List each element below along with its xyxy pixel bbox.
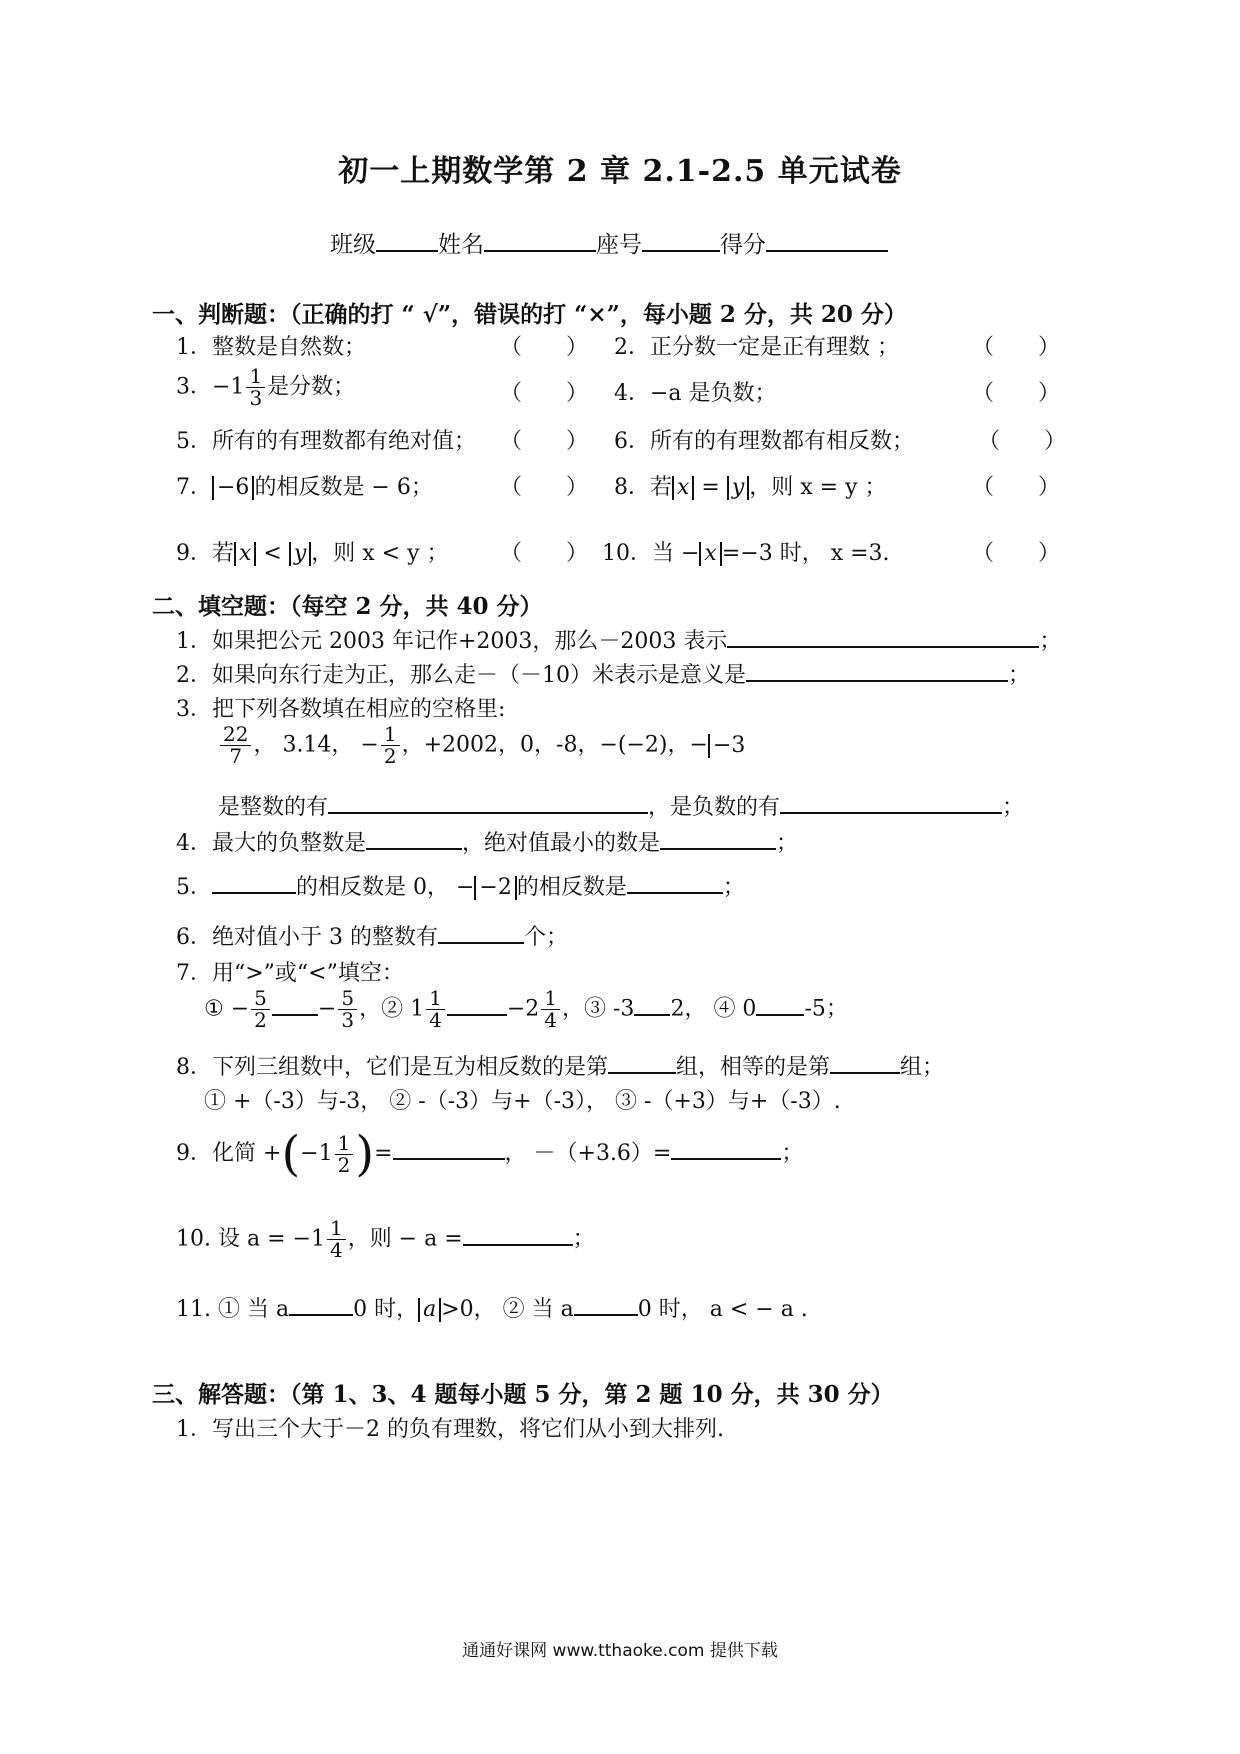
section1-header: 一、判断题：（正确的打 “ √”，错误的打 “×”，每小题 2 分，共 20 分） bbox=[152, 301, 907, 328]
s2-q1-blank[interactable] bbox=[727, 624, 1039, 648]
s2-q11: 11. ① 当 a 0 时， a >0， ② 当 a 0 时， a < − a . bbox=[176, 1292, 808, 1323]
absolute-value: x bbox=[672, 476, 694, 500]
s1-q5-answer[interactable]: （ ） bbox=[500, 429, 589, 454]
s2-q7-blank-2[interactable] bbox=[447, 992, 507, 1016]
seat-blank[interactable] bbox=[642, 228, 720, 252]
s2-q9-blank-1[interactable] bbox=[393, 1136, 505, 1160]
fraction: $\frac{5}{3}$ bbox=[338, 988, 357, 1031]
s2-q9: 9．化简 +(−1 $\frac{1}{2}$ )= ， －（+3.6）= ； bbox=[176, 1126, 804, 1182]
s1-q8-answer[interactable]: （ ） bbox=[972, 475, 1061, 500]
absolute-value: −2 bbox=[474, 876, 516, 900]
s2-q3-integers-blank[interactable] bbox=[328, 790, 648, 814]
name-label: 姓名 bbox=[438, 232, 484, 258]
s2-q7-blank-3[interactable] bbox=[634, 992, 670, 1016]
s3-q1: 1．写出三个大于－2 的负有理数，将它们从小到大排列. bbox=[176, 1417, 724, 1442]
s2-q2-blank[interactable] bbox=[746, 658, 1008, 682]
s2-q4-blank-2[interactable] bbox=[660, 826, 776, 850]
s1-q10: 10．当 − x =−3 时， x =3. bbox=[602, 541, 890, 566]
s1-q6-answer[interactable]: （ ） bbox=[978, 429, 1067, 454]
fraction: $\frac{22}{7}$ bbox=[220, 724, 251, 767]
s1-q10-answer[interactable]: （ ） bbox=[972, 541, 1061, 566]
absolute-value: x bbox=[699, 542, 721, 566]
s1-q2-answer[interactable]: （ ） bbox=[972, 335, 1061, 360]
page-title: 初一上期数学第 2 章 2.1-2.5 单元试卷 bbox=[338, 154, 902, 189]
s2-q7-items: ① − $\frac{5}{2}$ − $\frac{5}{3}$ ，② 1 $\frac{1}{4}$ −2 $\frac{1}{4}$ ，③ -3 2， ④ 0 -5； bbox=[204, 986, 848, 1032]
s2-q6-blank[interactable] bbox=[438, 920, 524, 944]
fraction: $\frac{1}{4}$ bbox=[327, 1218, 346, 1261]
score-label: 得分 bbox=[720, 232, 766, 258]
score-blank[interactable] bbox=[766, 228, 888, 252]
s2-q5-blank-2[interactable] bbox=[627, 870, 723, 894]
fraction: $\frac{1}{4}$ bbox=[426, 988, 445, 1031]
s1-q7: 7． −6 的相反数是 − 6； bbox=[176, 475, 433, 500]
absolute-value: x bbox=[234, 542, 256, 566]
class-label: 班级 bbox=[330, 232, 376, 258]
s2-q7-blank-4[interactable] bbox=[756, 992, 804, 1016]
s1-q2: 2．正分数一定是正有理数 ； bbox=[614, 335, 899, 360]
absolute-value: y bbox=[289, 542, 311, 566]
s2-q3: 3．把下列各数填在相应的空格里: bbox=[176, 697, 506, 722]
s2-q5: 5． 的相反数是 0， − −2 的相反数是 ； bbox=[176, 870, 745, 901]
s1-q1: 1．整数是自然数； bbox=[176, 335, 366, 360]
s1-q8: 8．若 x = y ，则 x = y ； bbox=[614, 475, 887, 500]
s1-q5: 5．所有的有理数都有绝对值； bbox=[176, 429, 476, 454]
absolute-value: −6 bbox=[212, 476, 254, 500]
fraction: $\frac{1}{2}$ bbox=[381, 724, 400, 767]
footer-credit: 通通好课网 www.tthaoke.com 提供下载 bbox=[462, 1641, 778, 1661]
s1-q3: 3．−1 $\frac{1}{3}$ 是分数； bbox=[176, 364, 356, 410]
s2-q11-blank-1[interactable] bbox=[289, 1292, 353, 1316]
section2-header: 二、填空题：（每空 2 分，共 40 分） bbox=[152, 593, 543, 620]
s2-q7: 7．用“>”或“<”填空： bbox=[176, 961, 404, 986]
s1-q4-answer[interactable]: （ ） bbox=[972, 381, 1061, 406]
s2-q8-blank-1[interactable] bbox=[608, 1050, 676, 1074]
fraction: $\frac{5}{2}$ bbox=[251, 988, 270, 1031]
s2-q8: 8．下列三组数中，它们是互为相反数的是第 组，相等的是第 组； bbox=[176, 1050, 944, 1081]
absolute-value: −3 bbox=[708, 734, 748, 758]
section3-header: 三、解答题：（第 1、3、4 题每小题 5 分，第 2 题 10 分，共 30 分） bbox=[152, 1381, 894, 1408]
s1-q9: 9．若 x < y ，则 x < y ； bbox=[176, 541, 449, 566]
s2-q5-blank-1[interactable] bbox=[212, 870, 296, 894]
s1-q7-answer[interactable]: （ ） bbox=[500, 475, 589, 500]
fraction: $\frac{1}{2}$ bbox=[335, 1133, 354, 1176]
absolute-value: y bbox=[727, 476, 749, 500]
s2-q6: 6．绝对值小于 3 的整数有 个； bbox=[176, 920, 568, 951]
s2-q8-options: ① +（-3）与-3， ② -（-3）与+（-3）， ③ -（+3）与+（-3）. bbox=[204, 1089, 841, 1114]
s2-q9-blank-2[interactable] bbox=[671, 1136, 781, 1160]
fraction: $\frac{1}{3}$ bbox=[246, 366, 265, 409]
s1-q9-answer[interactable]: （ ） bbox=[500, 541, 589, 566]
s2-q10-blank[interactable] bbox=[463, 1222, 573, 1246]
s2-q11-blank-2[interactable] bbox=[574, 1292, 638, 1316]
s1-q3-answer[interactable]: （ ） bbox=[500, 381, 589, 406]
s1-q6: 6．所有的有理数都有相反数； bbox=[614, 429, 914, 454]
s2-q3-answers: 是整数的有 ，是负数的有 ； bbox=[218, 790, 1024, 821]
s1-q1-answer[interactable]: （ ） bbox=[500, 335, 589, 360]
s2-q3-numbers: $\frac{22}{7}$ ， 3.14， − $\frac{1}{2}$ ，+2002，0，-8，−(−2)，− −3 bbox=[218, 724, 748, 767]
s2-q3-negatives-blank[interactable] bbox=[780, 790, 1002, 814]
s2-q7-blank-1[interactable] bbox=[272, 992, 318, 1016]
fraction: $\frac{1}{4}$ bbox=[541, 988, 560, 1031]
student-info-line bbox=[330, 226, 888, 259]
s2-q1: 1．如果把公元 2003 年记作+2003，那么－2003 表示 ； bbox=[176, 624, 1061, 655]
s2-q4-blank-1[interactable] bbox=[366, 826, 462, 850]
absolute-value: a bbox=[418, 1298, 441, 1322]
s2-q2: 2．如果向东行走为正，那么走－（－10）米表示是意义是 ； bbox=[176, 658, 1030, 689]
name-blank[interactable] bbox=[484, 228, 596, 252]
seat-label: 座号 bbox=[596, 232, 642, 258]
class-blank[interactable] bbox=[376, 228, 438, 252]
s2-q4: 4．最大的负整数是 ，绝对值最小的数是 ； bbox=[176, 826, 798, 857]
s2-q10: 10. 设 a = −1 $\frac{1}{4}$ ，则 − a = ； bbox=[176, 1216, 595, 1262]
s2-q8-blank-2[interactable] bbox=[830, 1050, 900, 1074]
s1-q4: 4．−a 是负数； bbox=[614, 381, 777, 406]
